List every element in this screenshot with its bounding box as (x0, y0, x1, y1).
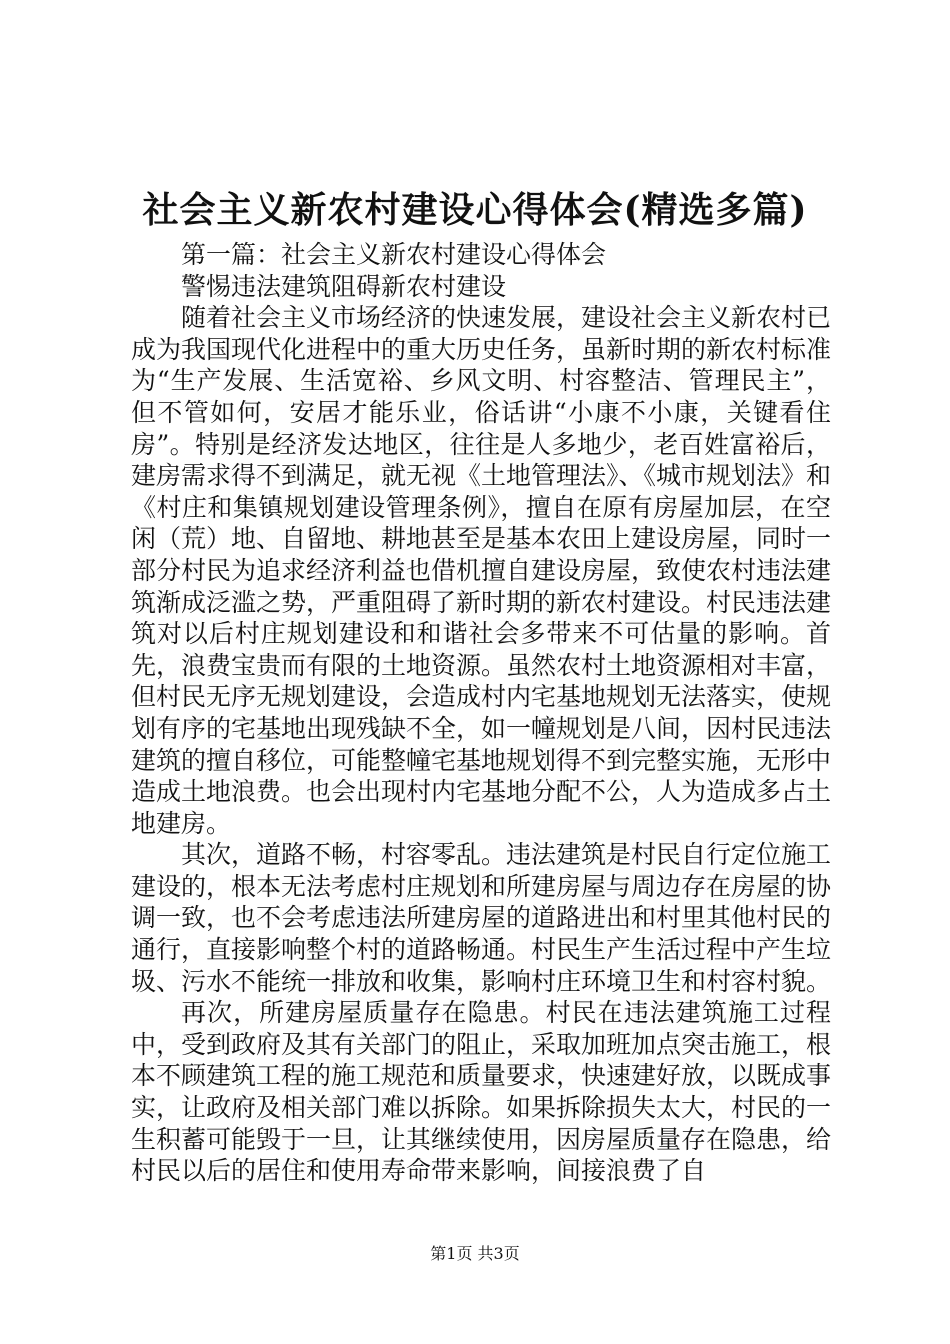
page-footer: 第1页 共3页 (430, 1244, 520, 1263)
article-subtitle: 警惕违法建筑阻碍新农村建设 (181, 271, 507, 301)
document-title: 社会主义新农村建设心得体会(精选多篇) (142, 189, 808, 231)
body-paragraph-2: 其次，道路不畅，村容零乱。违法建筑是村民自行定位施工建设的，根本无法考虑村庄规划和所建房屋与周边存在房屋的协调一致，也不会考虑违法所建房屋的道路进出和村里其他村民的通行，直接影响整个村的道路畅通。村民生产生活过程中产生垃圾、污水不能统一排放和收集，影响村庄环境卫生和村容村貌。 (131, 840, 832, 996)
document-body (131, 239, 831, 1187)
section-heading: 第一篇：社会主义新农村建设心得体会 (181, 240, 607, 269)
body-paragraph-1: 随着社会主义市场经济的快速发展，建设社会主义新农村已成为我国现代化进程中的重大历史任务，虽新时期的新农村标准为“生产发展、生活宽裕、乡风文明、村容整洁、管理民主”，但不管如何，安居才能乐业，俗话讲“小康不小康，关键看住房”。特别是经济发达地区，往往是人多地少，老百姓富裕后，建房需求得不到满足，就无视《土地管理法》、《城市规划法》和《村庄和集镇规划建设管理条例》，擅自在原有房屋加层，在空闲（荒）地、自留地、耕地甚至是基本农田上建设房屋，同时一部分村民为追求经济利益也借机擅自建设房屋，致使农村违法建筑渐成泛滥之势，严重阻碍了新时期的新农村建设。村民违法建筑对以后村庄规划建设和和谐社会多带来不可估量的影响。首先，浪费宝贵而有限的土地资源。虽然农村土地资源相对丰富，但村民无序无规划建设，会造成村内宅基地规划无法落实，使规划有序的宅基地出现残缺不全，如一幢规划是八间，因村民违法建筑的擅自移位，可能整幢宅基地规划得不到完整实施，无形中造成土地浪费。也会出现村内宅基地分配不公，人为造成多占土地建房。 (131, 303, 832, 838)
body-paragraph-3: 再次，所建房屋质量存在隐患。村民在违法建筑施工过程中，受到政府及其有关部门的阻止，采取加班加点突击施工，根本不顾建筑工程的施工规范和质量要求，快速建好放，以既成事实，让政府及相关部门难以拆除。如果拆除损失太大，村民的一生积蓄可能毁于一旦，让其继续使用，因房屋质量存在隐患，给村民以后的居住和使用寿命带来影响，间接浪费了自 (131, 998, 832, 1186)
